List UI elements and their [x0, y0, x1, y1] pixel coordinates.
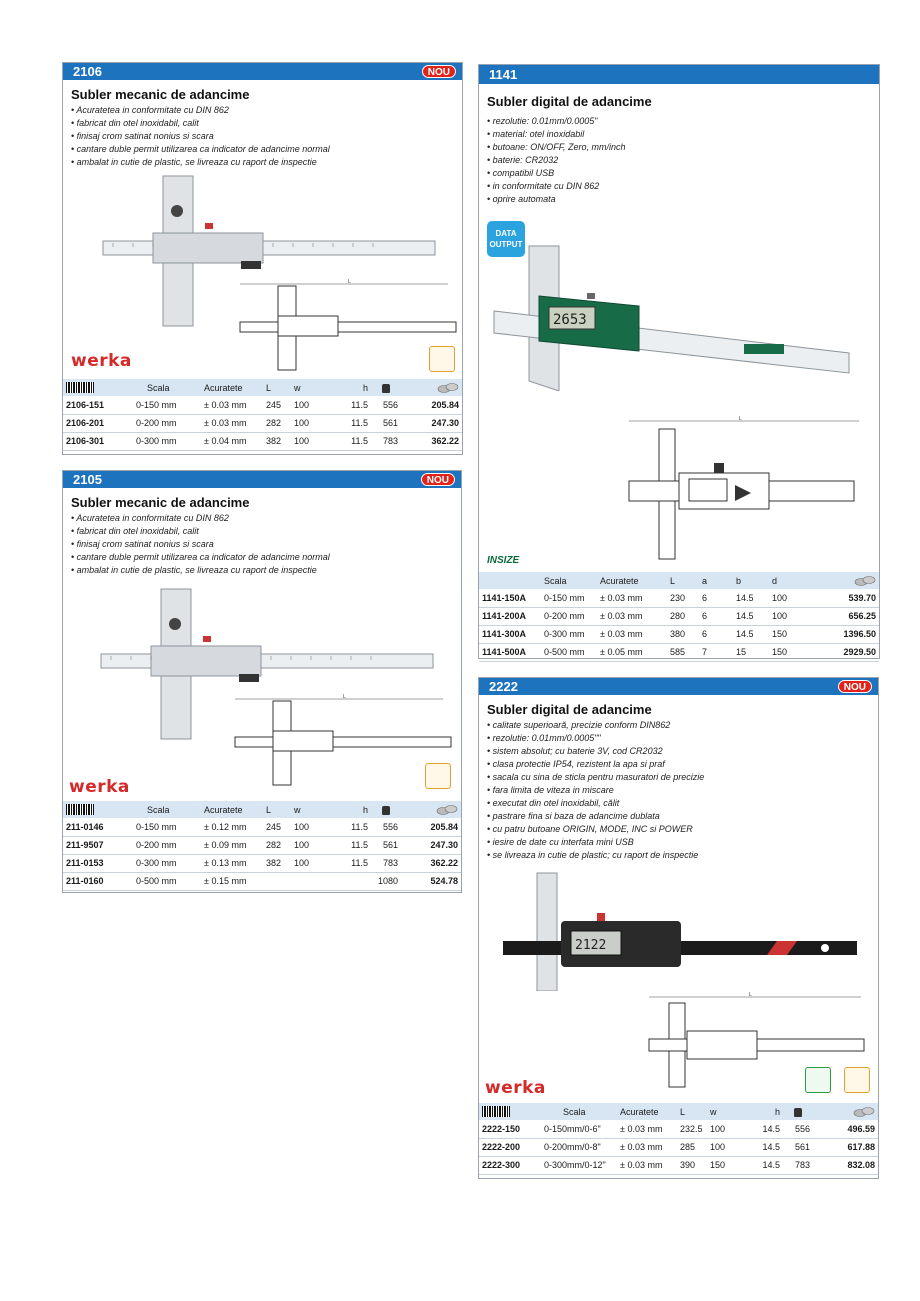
weight-icon: [371, 801, 401, 818]
price-cell: 539.70: [809, 589, 879, 607]
dimension-drawing: [619, 415, 869, 565]
scala-cell: 0-200 mm: [133, 414, 201, 432]
w-cell: [291, 872, 341, 890]
d-cell: 150: [769, 625, 809, 643]
product-code-cell: 2222-200: [479, 1138, 541, 1156]
l-cell: 585: [667, 643, 699, 661]
col-header: Acuratete: [617, 1103, 677, 1120]
dimension-drawing: [639, 991, 874, 1091]
dimension-drawing: [233, 693, 453, 793]
col-header: L: [263, 379, 291, 396]
product-code-cell: 211-0146: [63, 818, 133, 836]
feature-item: • rezolutie: 0.01mm/0.0005": [487, 115, 879, 128]
col-header: Acuratete: [597, 572, 667, 589]
spec-table: [479, 1103, 878, 1175]
accuracy-cell: ± 0.03 mm: [201, 414, 263, 432]
price-cell: 1396.50: [809, 625, 879, 643]
product-panel-1141: [478, 64, 880, 659]
product-code-cell: 211-0160: [63, 872, 133, 890]
l-cell: 280: [667, 607, 699, 625]
product-code-cell: 1141-150A: [479, 589, 541, 607]
digital-depth-gauge-image: [501, 871, 861, 991]
h-cell: 11.5: [341, 836, 371, 854]
weight-cell: 561: [783, 1138, 813, 1156]
table-row: [63, 432, 462, 450]
product-code-cell: 2106-151: [63, 396, 133, 414]
table-row: [63, 836, 461, 854]
price-cell: 2929.50: [809, 643, 879, 661]
price-cell: 496.59: [813, 1120, 878, 1138]
price-cell: 362.22: [401, 854, 461, 872]
digital-depth-gauge-image: [489, 241, 869, 391]
accuracy-cell: ± 0.03 mm: [597, 625, 667, 643]
w-cell: 100: [291, 818, 341, 836]
d-cell: 100: [769, 589, 809, 607]
feature-item: • fara limita de viteza in miscare: [487, 784, 878, 797]
feature-item: • cu patru butoane ORIGIN, MODE, INC si POWER: [487, 823, 878, 836]
l-cell: 380: [667, 625, 699, 643]
a-cell: 6: [699, 589, 733, 607]
table-row: [479, 625, 879, 643]
col-header: d: [769, 572, 809, 589]
l-cell: 285: [677, 1138, 707, 1156]
accuracy-cell: ± 0.03 mm: [597, 607, 667, 625]
weight-cell: 561: [371, 414, 401, 432]
b-cell: 14.5: [733, 607, 769, 625]
feature-item: • sistem absolut; cu baterie 3V, cod CR2032: [487, 745, 878, 758]
product-title: Subler mecanic de adancime: [71, 495, 250, 510]
h-cell: 11.5: [341, 432, 371, 450]
product-code-header: [479, 678, 878, 695]
price-cell: 362.22: [401, 432, 462, 450]
feature-item: • Acuratetea in conformitate cu DIN 862: [71, 104, 462, 117]
col-header: Scala: [133, 379, 201, 396]
weight-cell: 556: [371, 818, 401, 836]
svg-text:L: L: [749, 992, 752, 998]
table-header-row: [63, 379, 462, 396]
feature-item: • executat din otel inoxidabil, călit: [487, 797, 878, 810]
col-header: Scala: [133, 801, 201, 818]
w-cell: 100: [291, 414, 341, 432]
accuracy-cell: ± 0.04 mm: [201, 432, 263, 450]
lcd-readout: 2122: [575, 938, 607, 953]
barcode-icon: [63, 801, 133, 818]
d-cell: 100: [769, 607, 809, 625]
price-cell: 617.88: [813, 1138, 878, 1156]
barcode-icon: [63, 379, 133, 396]
l-cell: 245: [263, 396, 291, 414]
spec-table: [63, 379, 462, 451]
svg-text:L: L: [343, 694, 346, 700]
feature-item: • calitate superioară, precizie conform DIN862: [487, 719, 878, 732]
product-title: Subler mecanic de adancime: [71, 87, 250, 102]
feature-item: • Acuratetea in conformitate cu DIN 862: [71, 512, 461, 525]
b-cell: 14.5: [733, 625, 769, 643]
product-title: Subler digital de adancime: [487, 702, 652, 717]
col-header: w: [707, 1103, 757, 1120]
scala-cell: 0-150 mm: [133, 396, 201, 414]
product-title: Subler digital de adancime: [487, 94, 652, 109]
table-row: [479, 643, 879, 661]
feature-item: • finisaj crom satinat nonius si scara: [71, 130, 462, 143]
accuracy-cell: ± 0.03 mm: [617, 1156, 677, 1174]
feature-item: • finisaj crom satinat nonius si scara: [71, 538, 461, 551]
w-cell: 100: [291, 432, 341, 450]
table-row: [479, 607, 879, 625]
scala-cell: 0-200 mm: [541, 607, 597, 625]
table-header-row: [63, 801, 461, 818]
col-header: L: [263, 801, 291, 818]
accuracy-cell: ± 0.03 mm: [597, 589, 667, 607]
barcode-icon: [479, 1103, 541, 1120]
h-cell: 11.5: [341, 396, 371, 414]
scala-cell: 0-200 mm: [133, 836, 201, 854]
accuracy-cell: ± 0.03 mm: [617, 1138, 677, 1156]
feature-list: [63, 512, 461, 577]
swap-arrows-icon: [805, 1067, 831, 1093]
price-icon: [809, 572, 879, 589]
code-header: [479, 572, 541, 589]
spec-table: [63, 801, 461, 891]
table-row: [63, 414, 462, 432]
col-header: Acuratete: [201, 801, 263, 818]
l-cell: 245: [263, 818, 291, 836]
price-cell: 247.30: [401, 414, 462, 432]
l-cell: 382: [263, 854, 291, 872]
scala-cell: 0-300 mm: [133, 432, 201, 450]
w-cell: 100: [707, 1138, 757, 1156]
product-code-header: [63, 63, 462, 80]
h-cell: 14.5: [757, 1156, 783, 1174]
feature-item: • material: otel inoxidabil: [487, 128, 879, 141]
feature-item: • fabricat din otel inoxidabil, calit: [71, 117, 462, 130]
weight-cell: 561: [371, 836, 401, 854]
l-cell: 230: [667, 589, 699, 607]
accuracy-cell: ± 0.03 mm: [201, 396, 263, 414]
product-code-cell: 1141-200A: [479, 607, 541, 625]
product-code-header: [479, 65, 879, 84]
product-code-cell: 211-9507: [63, 836, 133, 854]
a-cell: 6: [699, 625, 733, 643]
table-row: [63, 396, 462, 414]
product-code: 2222: [489, 679, 518, 694]
col-header: Scala: [541, 1103, 617, 1120]
feature-item: • iesire de date cu interfata mini USB: [487, 836, 878, 849]
col-header: b: [733, 572, 769, 589]
feature-item: • compatibil USB: [487, 167, 879, 180]
h-cell: 14.5: [757, 1120, 783, 1138]
svg-text:L: L: [739, 416, 742, 422]
svg-text:L: L: [348, 279, 351, 285]
accuracy-cell: ± 0.12 mm: [201, 818, 263, 836]
feature-item: • rezolutie: 0.01mm/0.0005"": [487, 732, 878, 745]
product-code-cell: 211-0153: [63, 854, 133, 872]
scala-cell: 0-150 mm: [133, 818, 201, 836]
price-icon: [813, 1103, 878, 1120]
col-header: Scala: [541, 572, 597, 589]
table-row: [479, 589, 879, 607]
table-row: [63, 872, 461, 890]
price-cell: 205.84: [401, 396, 462, 414]
b-cell: 15: [733, 643, 769, 661]
l-cell: 282: [263, 414, 291, 432]
feature-item: • clasa protectie IP54, rezistent la apa si praf: [487, 758, 878, 771]
product-code: 1141: [489, 67, 518, 82]
feature-item: • ambalat in cutie de plastic, se livreaza cu raport de inspectie: [71, 156, 462, 169]
accuracy-cell: ± 0.05 mm: [597, 643, 667, 661]
product-panel-2106: [62, 62, 463, 455]
price-cell: 832.08: [813, 1156, 878, 1174]
h-cell: 11.5: [341, 414, 371, 432]
table-header-row: [479, 572, 879, 589]
scala-cell: 0-200mm/0-8": [541, 1138, 617, 1156]
l-cell: 390: [677, 1156, 707, 1174]
scala-cell: 0-150mm/0-6": [541, 1120, 617, 1138]
h-cell: 11.5: [341, 818, 371, 836]
l-cell: 282: [263, 836, 291, 854]
feature-item: • baterie: CR2032: [487, 154, 879, 167]
product-panel-2222: [478, 677, 879, 1179]
col-header: w: [291, 801, 341, 818]
feature-item: • se livreaza in cutie de plastic; cu raport de inspectie: [487, 849, 878, 862]
w-cell: 100: [291, 396, 341, 414]
lcd-readout: 2653: [553, 312, 587, 328]
new-badge: NOU: [421, 473, 455, 486]
scala-cell: 0-500 mm: [133, 872, 201, 890]
table-row: [479, 1138, 878, 1156]
product-code: 2105: [73, 472, 102, 487]
l-cell: 232.5: [677, 1120, 707, 1138]
accuracy-cell: ± 0.15 mm: [201, 872, 263, 890]
werka-logo: werka: [71, 351, 132, 371]
weight-cell: 783: [371, 432, 401, 450]
w-cell: 100: [291, 854, 341, 872]
product-code-cell: 2222-300: [479, 1156, 541, 1174]
table-header-row: [479, 1103, 878, 1120]
col-header: h: [341, 379, 371, 396]
scala-cell: 0-300mm/0-12": [541, 1156, 617, 1174]
w-cell: 150: [707, 1156, 757, 1174]
new-badge: NOU: [838, 680, 872, 693]
feature-item: • butoane: ON/OFF, Zero, mm/inch: [487, 141, 879, 154]
h-cell: [341, 872, 371, 890]
table-row: [479, 1120, 878, 1138]
d-cell: 150: [769, 643, 809, 661]
data-output-badge: DATA OUTPUT: [487, 221, 525, 257]
insize-logo: INSIZE: [487, 555, 520, 566]
scala-cell: 0-300 mm: [133, 854, 201, 872]
col-header: L: [667, 572, 699, 589]
weight-icon: [371, 379, 401, 396]
w-cell: 100: [291, 836, 341, 854]
certificate-icon: [429, 346, 455, 372]
werka-logo: werka: [69, 777, 130, 797]
feature-item: • sacala cu sina de sticla pentru masuratori de precizie: [487, 771, 878, 784]
feature-list: [63, 104, 462, 169]
a-cell: 6: [699, 607, 733, 625]
col-header: w: [291, 379, 341, 396]
weight-icon: [783, 1103, 813, 1120]
feature-item: • cantare duble permit utilizarea ca indicator de adancime normal: [71, 143, 462, 156]
table-row: [479, 1156, 878, 1174]
col-header: h: [341, 801, 371, 818]
product-panel-2105: [62, 470, 462, 893]
feature-list: [479, 115, 879, 206]
dimension-drawing: [238, 278, 458, 378]
new-badge: NOU: [422, 65, 456, 78]
feature-item: • cantare duble permit utilizarea ca indicator de adancime normal: [71, 551, 461, 564]
product-code-cell: 1141-300A: [479, 625, 541, 643]
weight-cell: 1080: [371, 872, 401, 890]
accuracy-cell: ± 0.03 mm: [617, 1120, 677, 1138]
price-cell: 656.25: [809, 607, 879, 625]
b-cell: 14.5: [733, 589, 769, 607]
certificate-icon: [844, 1067, 870, 1093]
product-code: 2106: [73, 64, 102, 79]
feature-item: • oprire automata: [487, 193, 879, 206]
price-cell: 524.78: [401, 872, 461, 890]
accuracy-cell: ± 0.09 mm: [201, 836, 263, 854]
feature-item: • ambalat in cutie de plastic, se livreaza cu raport de inspectie: [71, 564, 461, 577]
h-cell: 11.5: [341, 854, 371, 872]
product-code-cell: 1141-500A: [479, 643, 541, 661]
scala-cell: 0-300 mm: [541, 625, 597, 643]
scala-cell: 0-500 mm: [541, 643, 597, 661]
price-icon: [401, 801, 461, 818]
price-cell: 247.30: [401, 836, 461, 854]
col-header: a: [699, 572, 733, 589]
feature-item: • pastrare fina si baza de adancime dublata: [487, 810, 878, 823]
l-cell: [263, 872, 291, 890]
price-icon: [401, 379, 462, 396]
col-header: L: [677, 1103, 707, 1120]
l-cell: 382: [263, 432, 291, 450]
product-code-cell: 2106-201: [63, 414, 133, 432]
weight-cell: 783: [783, 1156, 813, 1174]
product-code-cell: 2222-150: [479, 1120, 541, 1138]
certificate-icon: [425, 763, 451, 789]
weight-cell: 556: [783, 1120, 813, 1138]
weight-cell: 556: [371, 396, 401, 414]
a-cell: 7: [699, 643, 733, 661]
h-cell: 14.5: [757, 1138, 783, 1156]
col-header: Acuratete: [201, 379, 263, 396]
accuracy-cell: ± 0.13 mm: [201, 854, 263, 872]
weight-cell: 783: [371, 854, 401, 872]
feature-item: • fabricat din otel inoxidabil, calit: [71, 525, 461, 538]
price-cell: 205.84: [401, 818, 461, 836]
feature-list: [479, 719, 878, 862]
table-row: [63, 818, 461, 836]
scala-cell: 0-150 mm: [541, 589, 597, 607]
product-code-header: [63, 471, 461, 488]
feature-item: • in conformitate cu DIN 862: [487, 180, 879, 193]
spec-table: [479, 572, 879, 662]
product-code-cell: 2106-301: [63, 432, 133, 450]
w-cell: 100: [707, 1120, 757, 1138]
table-row: [63, 854, 461, 872]
werka-logo: werka: [485, 1078, 546, 1098]
col-header: h: [757, 1103, 783, 1120]
